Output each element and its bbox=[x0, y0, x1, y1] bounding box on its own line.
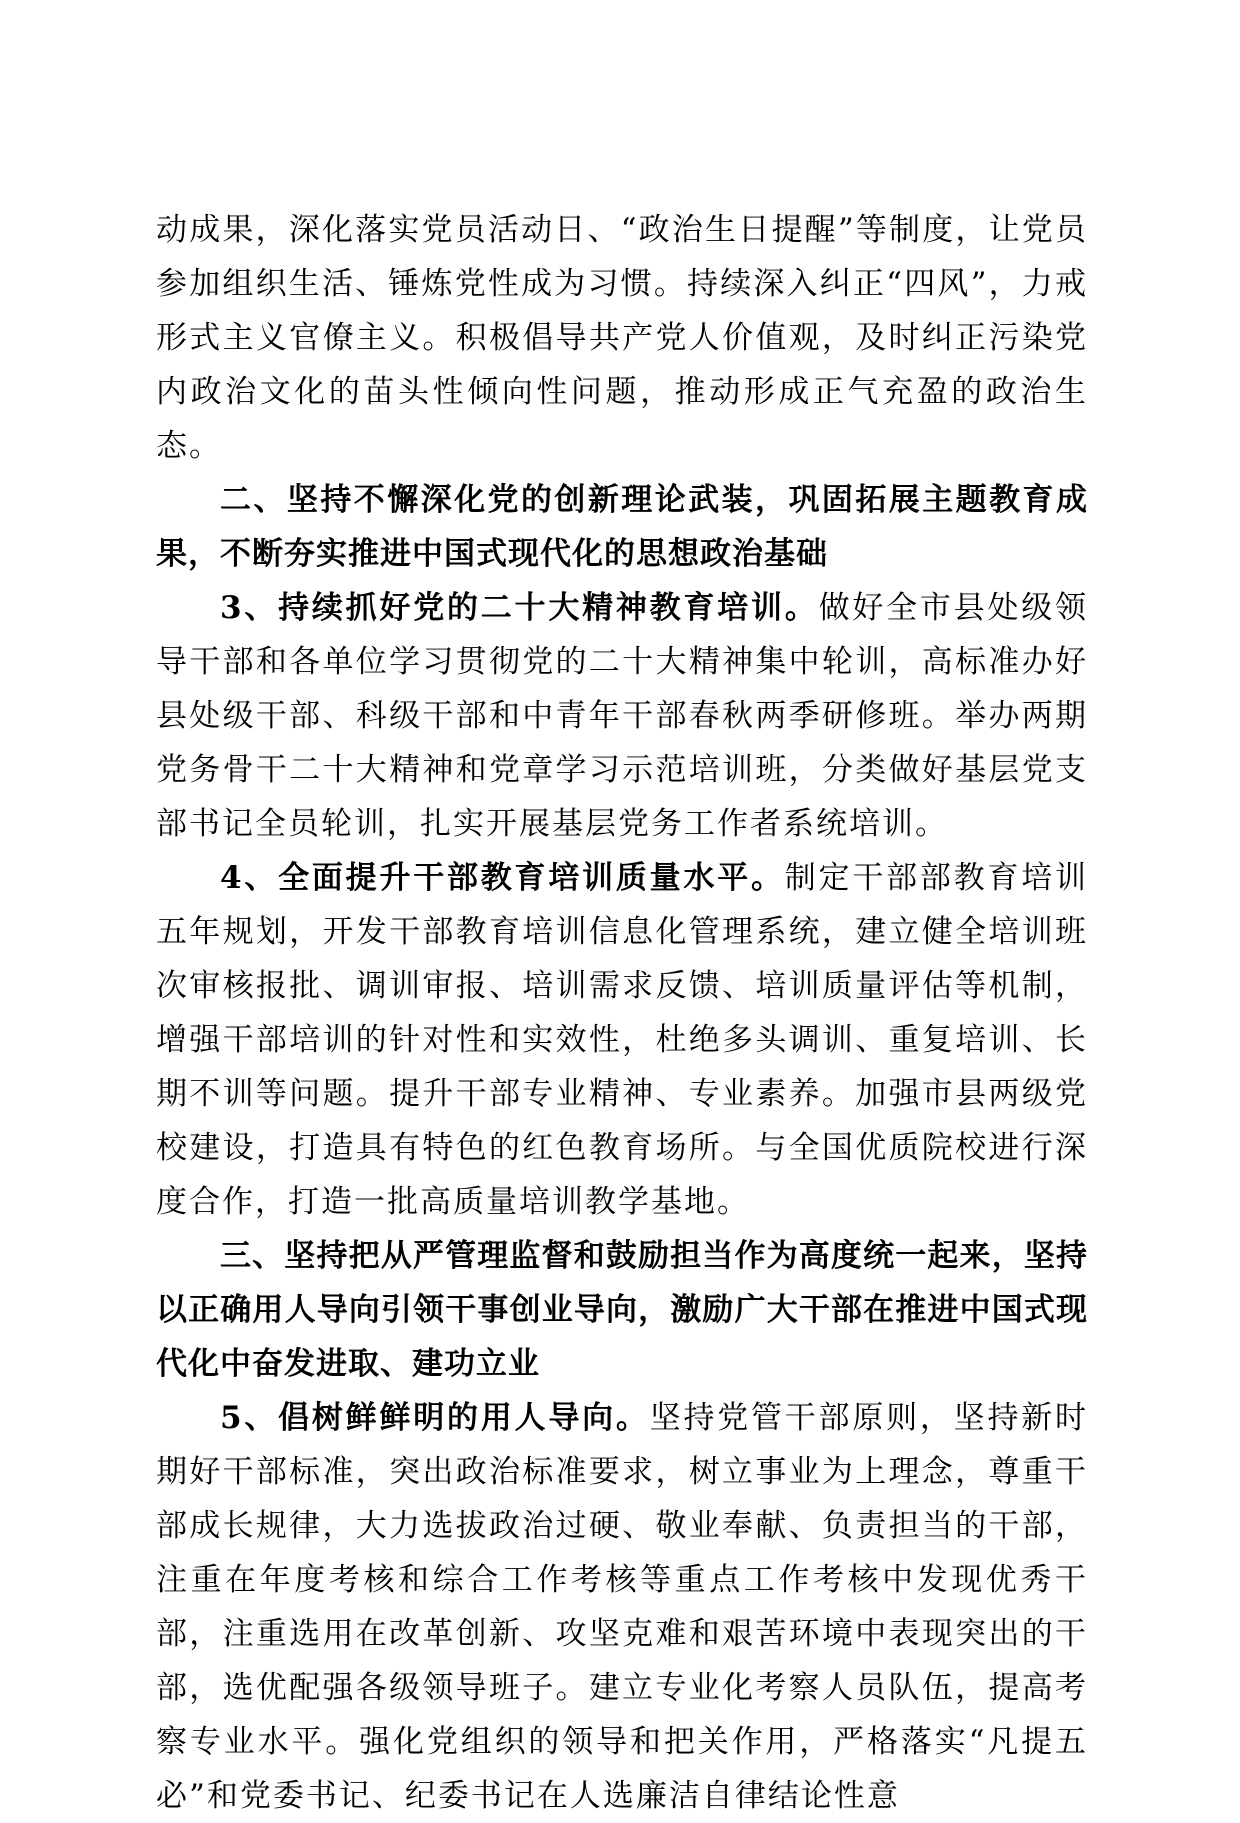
paragraph-item-3 bbox=[156, 581, 1088, 851]
item-lead: 3、持续抓好党的二十大精神教育培训。 bbox=[220, 590, 819, 626]
section-heading-3 bbox=[156, 1229, 1088, 1391]
paragraph-continuation bbox=[156, 203, 1088, 473]
paragraph-item-4 bbox=[156, 851, 1088, 1229]
paragraph-text: 动成果，深化落实党员活动日、“政治生日提醒”等制度，让党员参加组织生活、锤炼党性成为习惯。持续深入纠正“四风”，力戒形式主义官僚主义。积极倡导共产党人价值观，及时纠正污染党内政治文化的苗头性倾向性问题，推动形成正气充盈的政治生态。 bbox=[156, 212, 1088, 464]
paragraph-item-5 bbox=[156, 1391, 1088, 1823]
paragraph-text: 制定干部部教育培训五年规划，开发干部教育培训信息化管理系统，建立健全培训班次审核报批、调训审报、培训需求反馈、培训质量评估等机制，增强干部培训的针对性和实效性，杜绝多头调训、重复培训、长期不训等问题。提升干部专业精神、专业素养。加强市县两级党校建设，打造具有特色的红色教育场所。与全国优质院校进行深度合作，打造一批高质量培训教学基地。 bbox=[156, 860, 1088, 1220]
paragraph-text: 坚持党管干部原则，坚持新时期好干部标准，突出政治标准要求，树立事业为上理念，尊重干部成长规律，大力选拔政治过硬、敬业奉献、负责担当的干部，注重在年度考核和综合工作考核等重点工作考核中发现优秀干部，注重选用在改革创新、攻坚克难和艰苦环境中表现突出的干部，选优配强各级领导班子。建立专业化考察人员队伍，提高考察专业水平。强化党组织的领导和把关作用，严格落实“凡提五必”和党委书记、纪委书记在人选廉洁自律结论性意 bbox=[156, 1400, 1088, 1814]
item-lead: 5、倡树鲜鲜明的用人导向。 bbox=[220, 1400, 650, 1436]
heading-text: 三、坚持把从严管理监督和鼓励担当作为高度统一起来，坚持以正确用人导向引领干事创业导向，激励广大干部在推进中国式现代化中奋发进取、建功立业 bbox=[156, 1238, 1088, 1382]
paragraph-text: 做好全市县处级领导干部和各单位学习贯彻党的二十大精神集中轮训，高标准办好县处级干部、科级干部和中青年干部春秋两季研修班。举办两期党务骨干二十大精神和党章学习示范培训班，分类做好基层党支部书记全员轮训，扎实开展基层党务工作者系统培训。 bbox=[156, 590, 1088, 842]
item-lead: 4、全面提升干部教育培训质量水平。 bbox=[220, 860, 785, 896]
section-heading-2 bbox=[156, 473, 1088, 581]
document-body bbox=[156, 203, 1088, 1823]
heading-text: 二、坚持不懈深化党的创新理论武装，巩固拓展主题教育成果，不断夯实推进中国式现代化的思想政治基础 bbox=[156, 482, 1088, 572]
